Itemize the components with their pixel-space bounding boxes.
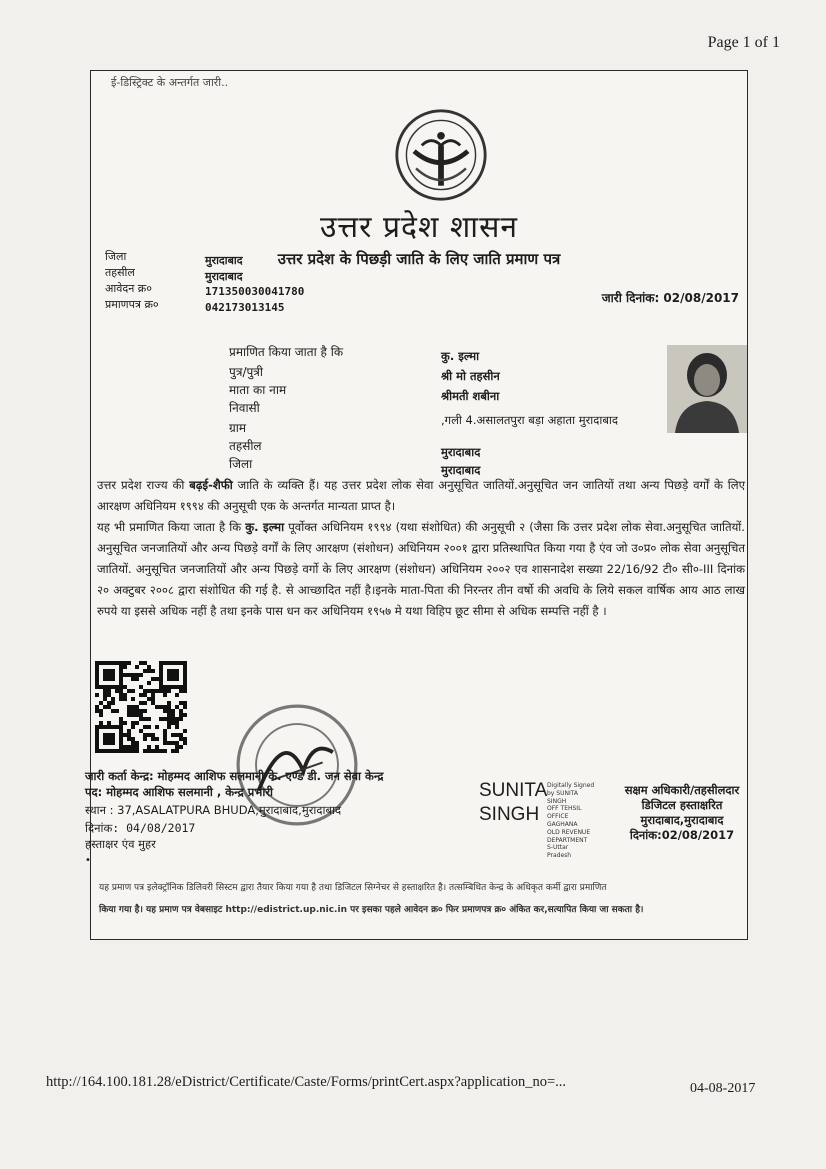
print-url: http://164.100.181.28/eDistrict/Certificate/Caste/Forms/printCert.aspx?application_no=...	[46, 1074, 567, 1090]
officer-line1: सक्षम अधिकारी/तहसीलदार	[624, 783, 740, 797]
sig-detail: OFFICE	[547, 813, 569, 821]
bullet-mark: •	[85, 855, 91, 866]
issuer-date: दिनांक: 04/08/2017	[85, 821, 196, 835]
issuer-place: स्थान : 37,ASALATPURA BHUDA,मुरादाबाद,मुरादाबाद	[85, 803, 342, 817]
issue-date: जारी दिनांक: 02/08/2017	[601, 291, 739, 305]
sig-detail: Digitally Signed	[547, 782, 595, 789]
meta-tehsil-label: तहसील	[105, 266, 135, 279]
resident-label: निवासी	[229, 401, 260, 415]
certificate-frame	[85, 70, 748, 940]
issuing-center: जारी कर्ता केन्द्र: मोहम्मद आशिफ सलमानी के. एण्ड डी. जन सेवा केन्द्र	[85, 769, 384, 783]
sig-detail: OLD REVENUE	[547, 828, 591, 836]
tehsil-label: तहसील	[229, 439, 262, 453]
person-icon	[667, 345, 747, 433]
qr-code-icon	[95, 661, 187, 753]
meta-application-label: आवेदन क्र०	[105, 282, 152, 295]
meta-application-value: 171350030041780	[205, 285, 305, 298]
page-number: Page 1 of 1	[707, 34, 780, 51]
sig-detail: GAGHANA	[547, 820, 578, 828]
print-date: 04-08-2017	[690, 1081, 756, 1096]
body-p1-a: उत्तर प्रदेश राज्य की	[97, 478, 190, 492]
meta-district-label: जिला	[105, 250, 127, 263]
district-value: मुरादाबाद	[441, 463, 481, 477]
sig-detail: OFF TEHSIL	[547, 805, 582, 813]
district-label: जिला	[229, 457, 253, 471]
caste-name: बढ़ई-शैफी	[189, 478, 233, 492]
village-label: ग्राम	[229, 421, 247, 435]
sig-detail: SINGH	[547, 797, 567, 805]
issuer-sign-label: हस्ताक्षर एंव मुहर	[85, 837, 156, 851]
officer-line3: मुरादाबाद,मुरादाबाद	[640, 813, 724, 827]
meta-district-value: मुरादाबाद	[205, 254, 243, 267]
sig-detail: S-Uttar	[547, 844, 569, 852]
footer-note	[99, 877, 739, 921]
footer-line1: यह प्रमाण पत्र इलेक्ट्रॉनिक डिलिवरी सिस्टम द्वारा तैयार किया गया है तथा डिजिटल सिग्नेचर से हस्ताक्षरित है। तत्सम्बिधित केन्द्र के अधिकृत कर्मी द्वारा प्रमाणित	[99, 883, 607, 893]
mother-label: माता का नाम	[229, 383, 287, 397]
digital-signature-details	[547, 782, 611, 860]
up-emblem-icon	[393, 107, 489, 203]
body-p1-b: जाति के व्यक्ति हैं। यह उत्तर प्रदेश लोक सेवा अनुसूचित जातियों.अनुसूचित जन जातियों तथा अन्य पिछड़े वर्गों के लिए आरक्षण अधिनियम १९९४ की अनुसूची एक के अन्तर्गत मान्यता प्राप्त है।	[97, 478, 745, 513]
issuer-designation: पद: मोहम्मद आशिफ सलमानी , केन्द्र प्रभारी	[85, 785, 273, 799]
officer-line4: दिनांक:02/08/2017	[629, 828, 735, 842]
meta-certificate-label: प्रमाणपत्र क्र०	[105, 298, 159, 311]
meta-certificate-value: 042173013145	[205, 301, 285, 314]
header-note: ई-डिस्ट्रिक्ट के अन्तर्गत जारी..	[111, 76, 229, 89]
body-p2-b: पूर्वोक्त अधिनियम १९९४ (यथा संशोधित) की अनुसूची २ (जैसा कि उत्तर प्रदेश लोक सेवा.अनुसूचित जातियों. अनुसूचित जनजातियों और अन्य पिछड़े वर्गों के लिए आरक्षण (संशोधन) अधिनियम २००१ द्वारा प्रतिस्थापित किया गया है एंव जो उ०प्र० लोक सेवा अनुसूचित जातियों. अनुसूचित जनजातियों और अन्य पिछड़े वर्गो के लिए आरक्षण (संशोधन) अधिनियम २००२ एव शासनादेश सख्या 22/16/92 टी० सी०-III दिनांक २० अक्टुबर २००८ द्वारा संशोधित की गई है. से आच्छादित नहीं है।इनके माता-पिता की निरन्तर तीन वर्षो की अवधि के लिये सकल वार्षिक आय आठ लाख रुपये या इससे अधिक नहीं है तथा इनके पास धन कर अधिनियम १९५७ मे यथा विहिप छूट सीमा से अधिक सम्पत्ति नहीं है ।	[97, 520, 745, 618]
son-daughter-label: पुत्र/पुत्री	[229, 365, 264, 379]
government-title: उत्तर प्रदेश शासन	[319, 210, 518, 245]
name-value: कु. इल्मा	[441, 349, 480, 363]
resident-value: ,गली 4.असालतपुरा बड़ा अहाता मुरादाबाद	[441, 413, 619, 427]
footer-line2: किया गया है। यह प्रमाण पत्र वेबसाइट http://edistrict.up.nic.in पर इसका पहले आवेदन क्र० फिर प्रमाणपत्र क्र० अंकित कर,सत्यापित किया जा सकता है।	[99, 905, 644, 915]
sig-detail: by SUNITA	[547, 789, 579, 797]
competent-officer	[619, 783, 745, 843]
body-p2-a: यह भी प्रमाणित किया जाता है कि	[97, 520, 246, 534]
mother-value: श्रीमती शबीना	[441, 389, 500, 403]
digital-signer-name	[479, 779, 547, 827]
certificate-title: उत्तर प्रदेश के पिछड़ी जाति के लिए जाति प्रमाण पत्र	[277, 250, 561, 268]
tehsil-value: मुरादाबाद	[441, 445, 481, 459]
officer-line2: डिजिटल हस्ताक्षरित	[641, 798, 723, 812]
meta-tehsil-value: मुरादाबाद	[205, 270, 243, 283]
signer-name-line1: SUNITA	[479, 780, 548, 801]
signer-name-line2: SINGH	[479, 804, 540, 825]
body-p2-name: कु. इल्मा	[245, 520, 285, 534]
sig-detail: Pradesh	[547, 852, 572, 860]
father-value: श्री मो तहसीन	[441, 369, 500, 383]
intro-label: प्रमाणित किया जाता है कि	[229, 345, 344, 359]
applicant-photo	[667, 345, 747, 433]
sig-detail: DEPARTMENT	[547, 836, 588, 844]
certificate-body	[97, 475, 745, 622]
